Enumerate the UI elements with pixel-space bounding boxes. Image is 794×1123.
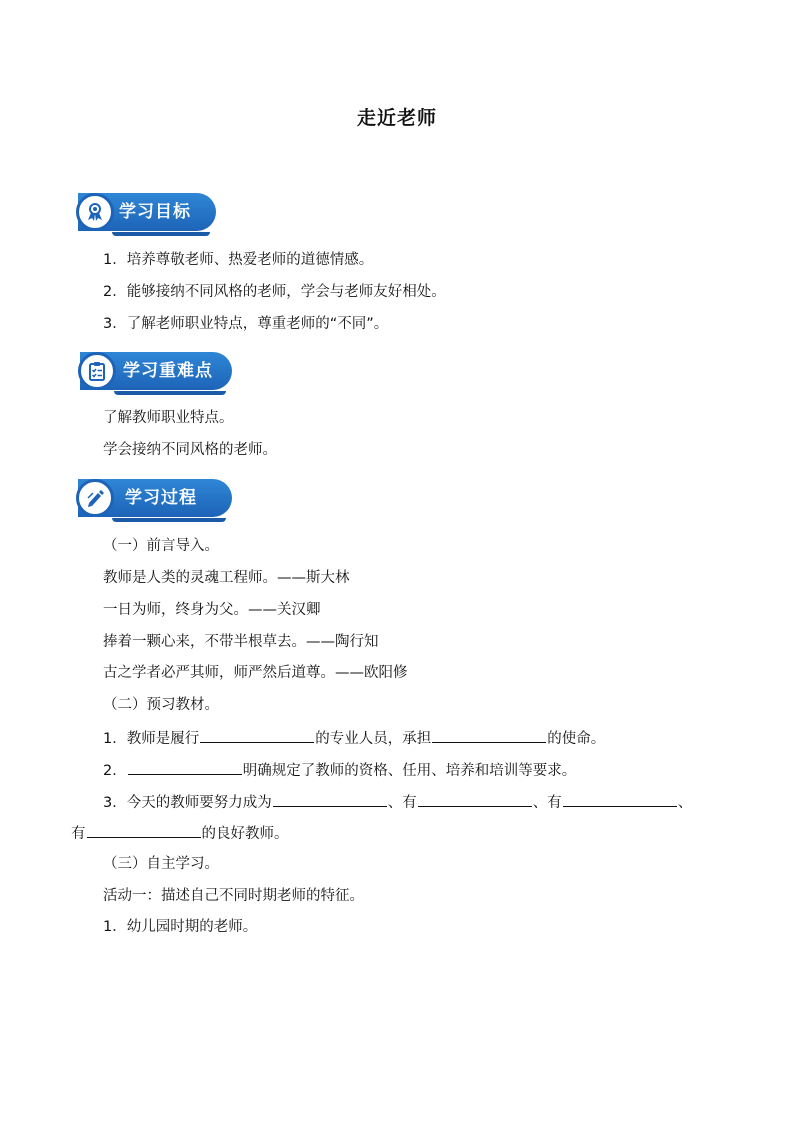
fill-blank[interactable] bbox=[200, 727, 314, 743]
fill-blank[interactable] bbox=[432, 727, 546, 743]
question-3-text-e: 有 bbox=[71, 826, 86, 842]
fill-blank[interactable] bbox=[418, 791, 532, 807]
fill-blank[interactable] bbox=[87, 822, 201, 838]
fill-blank[interactable] bbox=[128, 759, 242, 775]
question-2-text-a: 2． bbox=[103, 763, 127, 779]
question-3-text-f: 的良好教师。 bbox=[201, 826, 289, 842]
clipboard-checklist-icon bbox=[78, 352, 116, 390]
objective-item-3: 3．了解老师职业特点，尊重老师的“不同”。 bbox=[103, 316, 389, 332]
quote-1: 教师是人类的灵魂工程师。——斯大林 bbox=[103, 570, 350, 586]
key-point-item-1: 了解教师职业特点。 bbox=[103, 410, 234, 426]
page-title: 走近老师 bbox=[356, 107, 437, 129]
objective-item-2: 2．能够接纳不同风格的老师，学会与老师友好相处。 bbox=[103, 284, 446, 300]
activity-1: 活动一：描述自己不同时期老师的特征。 bbox=[103, 888, 364, 904]
section-header-label: 学习目标 bbox=[119, 202, 191, 222]
part3-heading: （三）自主学习。 bbox=[103, 856, 219, 872]
part2-heading: （二）预习教材。 bbox=[103, 697, 219, 713]
question-3-text-d: 、 bbox=[677, 795, 693, 811]
pencil-edit-icon bbox=[76, 479, 114, 517]
question-3 bbox=[103, 791, 692, 813]
section-header-label: 学习过程 bbox=[125, 488, 197, 508]
key-point-item-2: 学会接纳不同风格的老师。 bbox=[103, 442, 277, 458]
quote-4: 古之学者必严其师，师严然后道尊。——欧阳修 bbox=[103, 665, 408, 681]
question-3-continued bbox=[71, 822, 289, 844]
part1-heading: （一）前言导入。 bbox=[103, 538, 219, 554]
section-header-label: 学习重难点 bbox=[123, 361, 213, 381]
question-2-text-b: 明确规定了教师的资格、任用、培养和培训等要求。 bbox=[242, 763, 577, 779]
question-1-text-a: 1．教师是履行 bbox=[103, 731, 200, 747]
fill-blank[interactable] bbox=[563, 791, 677, 807]
question-3-text-c: 、有 bbox=[532, 795, 562, 811]
question-2 bbox=[103, 759, 576, 781]
question-1 bbox=[103, 727, 605, 749]
question-3-text-a: 3．今天的教师要努力成为 bbox=[103, 795, 272, 811]
quote-2: 一日为师，终身为父。——关汉卿 bbox=[103, 602, 321, 618]
question-1-text-c: 的使命。 bbox=[547, 731, 606, 747]
objective-item-1: 1．培养尊敬老师、热爱老师的道德情感。 bbox=[103, 252, 374, 268]
award-ribbon-icon bbox=[76, 193, 114, 231]
quote-3: 捧着一颗心来，不带半根草去。——陶行知 bbox=[103, 634, 379, 650]
question-1-text-b: 的专业人员，承担 bbox=[315, 731, 432, 747]
question-3-text-b: 、有 bbox=[387, 795, 417, 811]
activity-1-item-1: 1．幼儿园时期的老师。 bbox=[103, 919, 258, 935]
fill-blank[interactable] bbox=[273, 791, 387, 807]
